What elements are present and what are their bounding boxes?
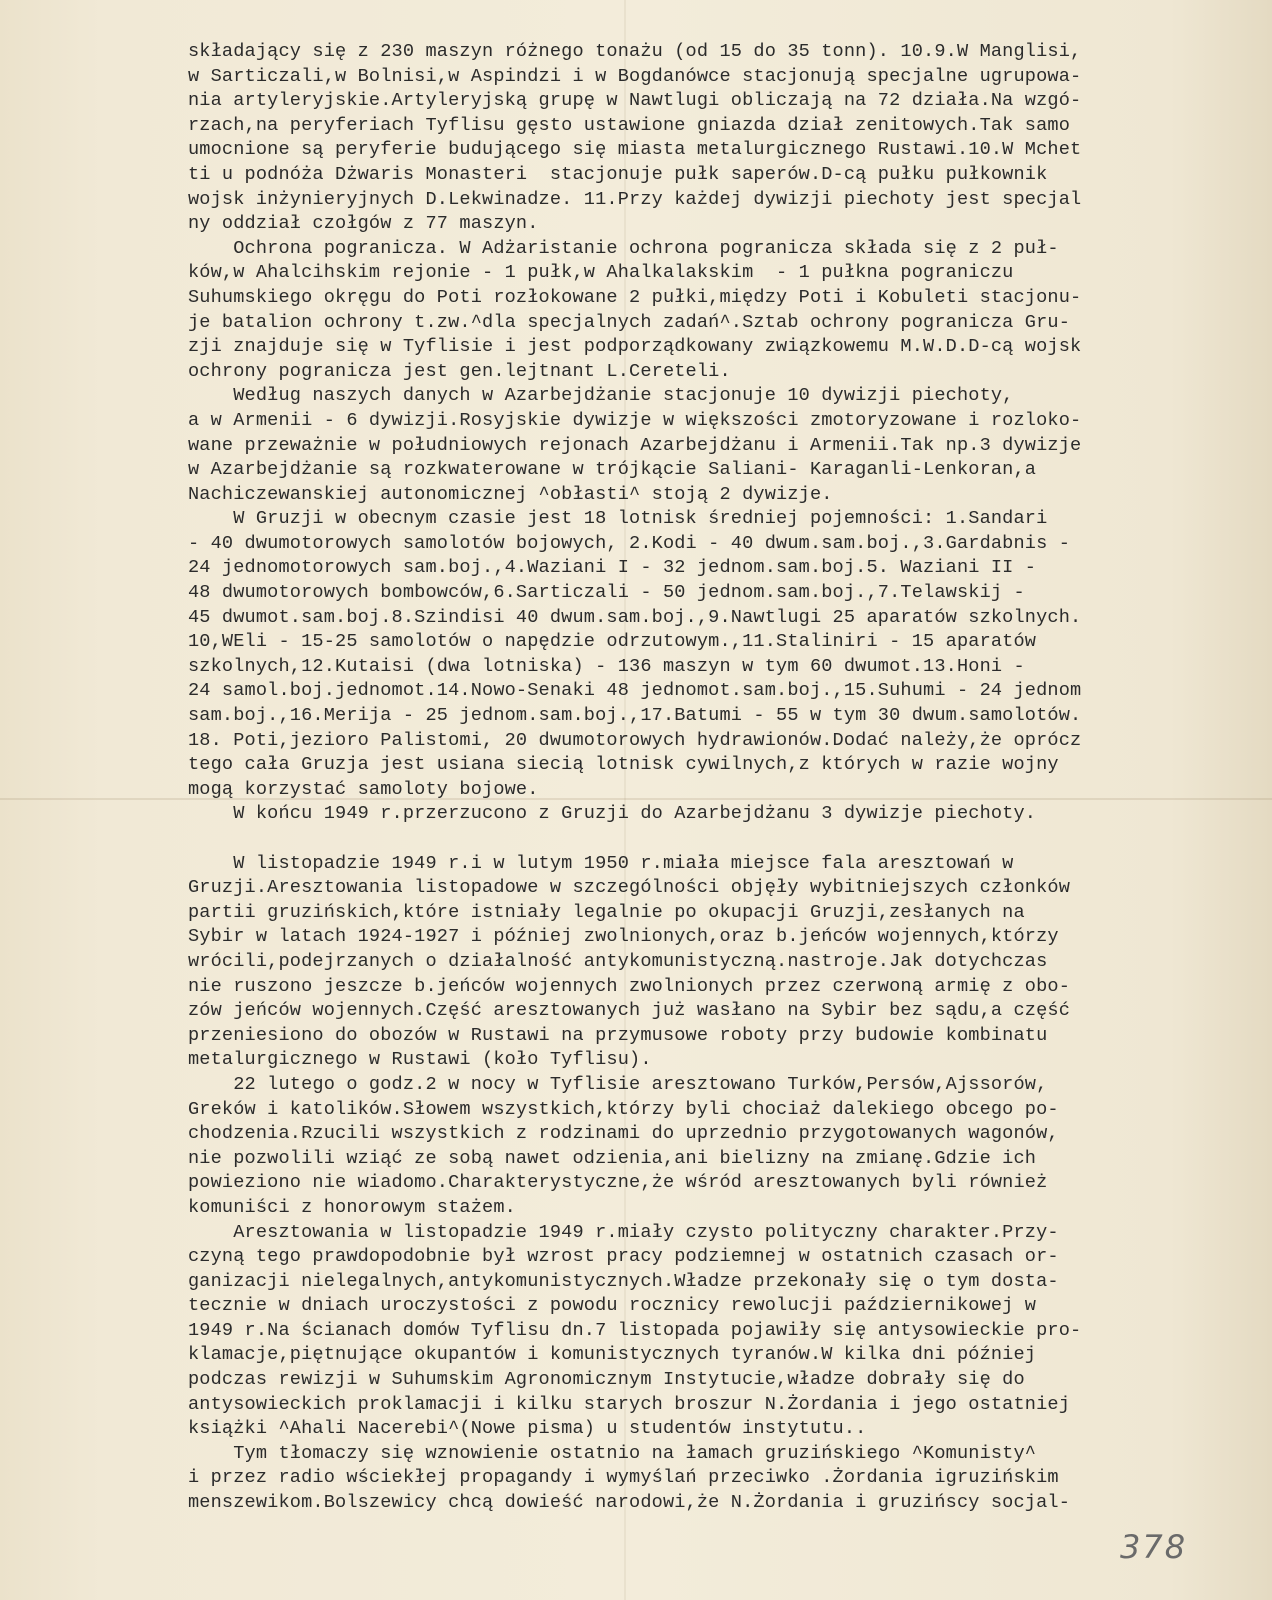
text-line <box>188 827 1222 852</box>
text-line: - 40 dwumotorowych samolotów bojowych, 2.Kodi - 40 dwum.sam.boj.,3.Gardabnis - <box>188 532 1071 554</box>
text-line: w Sarticzali,w Bolnisi,w Aspindzi i w Bogdanówce stacjonują specjalne ugrupowa- <box>188 65 1082 87</box>
text-line: Greków i katolików.Słowem wszystkich,którzy byli chociaż dalekiego obcego po- <box>188 1098 1059 1120</box>
text-line: ny oddział czołgów z 77 maszyn. <box>188 213 539 235</box>
text-line: Sybir w latach 1924-1927 i później zwolnionych,oraz b.jeńców wojennych,którzy <box>188 926 1059 948</box>
text-line: nie ruszono jeszcze b.jeńców wojennych zwolnionych przez czerwoną armię z obo- <box>188 975 1071 997</box>
text-line: umocnione są peryferie budującego się miasta metalurgicznego Rustawi.10.W Mchet <box>188 139 1082 161</box>
text-line: 22 lutego o godz.2 w nocy w Tyflisie aresztowano Turków,Persów,Ajssorów, <box>188 1073 1048 1095</box>
text-line: nia artyleryjskie.Artyleryjską grupę w Nawtlugi obliczają na 72 działa.Na wzgó- <box>188 90 1082 112</box>
text-line: sam.boj.,16.Merija - 25 jednom.sam.boj.,17.Batumi - 55 w tym 30 dwum.samolotów. <box>188 705 1082 727</box>
text-line: 24 samol.boj.jednomot.14.Nowo-Senaki 48 jednomot.sam.boj.,15.Suhumi - 24 jednom <box>188 680 1082 702</box>
text-line: podczas rewizji w Suhumskim Agronomicznym Instytucie,władze dobrały się do <box>188 1369 1025 1391</box>
text-line: W końcu 1949 r.przerzucono z Gruzji do Azarbejdżanu 3 dywizje piechoty. <box>188 803 1037 825</box>
page-number: 378 <box>1120 1528 1188 1566</box>
text-line: Gruzji.Aresztowania listopadowe w szczególności objęły wybitniejszych członków <box>188 877 1071 899</box>
text-line: powieziono nie wiadomo.Charakterystyczne,że wśród aresztowanych byli również <box>188 1172 1048 1194</box>
text-line: 45 dwumot.sam.boj.8.Szindisi 40 dwum.sam.boj.,9.Nawtlugi 25 aparatów szkolnych. <box>188 606 1082 628</box>
text-line: przeniesiono do obozów w Rustawi na przymusowe roboty przy budowie kombinatu <box>188 1024 1048 1046</box>
text-line: ków,w Ahalcihskim rejonie - 1 pułk,w Ahalkalakskim - 1 pułkna pograniczu <box>188 262 1014 284</box>
text-line: tego cała Gruzja jest usiana siecią lotnisk cywilnych,z których w razie wojny <box>188 754 1059 776</box>
text-line: 24 jednomotorowych sam.boj.,4.Waziani I - 32 jednom.sam.boj.5. Waziani II - <box>188 557 1037 579</box>
text-line: tecznie w dniach uroczystości z powodu rocznicy rewolucji październikowej w <box>188 1295 1037 1317</box>
text-line: a w Armenii - 6 dywizji.Rosyjskie dywizje w większości zmotoryzowane i rozloko- <box>188 409 1082 431</box>
text-line: chodzenia.Rzucili wszystkich z rodzinami do uprzednio przygotowanych wagonów, <box>188 1123 1059 1145</box>
text-line: Suhumskiego okręgu do Poti rozłokowane 2 pułki,między Poti i Kobuleti stacjonu- <box>188 286 1082 308</box>
text-line: i przez radio wściekłej propagandy i wymyślań przeciwko .Żordania igruzińskim <box>188 1467 1059 1489</box>
text-line: W Gruzji w obecnym czasie jest 18 lotnisk średniej pojemności: 1.Sandari <box>188 508 1048 530</box>
text-line: nie pozwolili wziąć ze sobą nawet odzienia,ani bielizny na zmianę.Gdzie ich <box>188 1147 1037 1169</box>
text-line: zji znajduje się w Tyflisie i jest podporządkowany związkowemu M.W.D.D-cą wojsk <box>188 336 1082 358</box>
text-line: 48 dwumotorowych bombowców,6.Sarticzali - 50 jednom.sam.boj.,7.Telawskij - <box>188 582 1025 604</box>
text-line: klamacje,piętnujące okupantów i komunistycznych tyranów.W kilka dni później <box>188 1344 1037 1366</box>
text-line: 10,WEli - 15-25 samolotów o napędzie odrzutowym.,11.Staliniri - 15 aparatów <box>188 631 1037 653</box>
bleed-through-left <box>0 20 200 1580</box>
text-line: W listopadzie 1949 r.i w lutym 1950 r.miała miejsce fala aresztowań w <box>188 852 1014 874</box>
text-line: antysowieckich proklamacji i kilku starych broszur N.Żordania i jego ostatniej <box>188 1393 1071 1415</box>
text-line: składający się z 230 maszyn różnego tonażu (od 15 do 35 tonn). 10.9.W Manglisi, <box>188 41 1082 62</box>
text-line: ganizacji nielegalnych,antykomunistycznych.Władze przekonały się o tym dosta- <box>188 1270 1059 1292</box>
text-line: je batalion ochrony t.zw.^dla specjalnych zadań^.Sztab ochrony pogranicza Gru- <box>188 311 1071 333</box>
text-line: w Azarbejdżanie są rozkwaterowane w trójkącie Saliani- Karaganli-Lenkoran,a <box>188 459 1037 481</box>
text-line: Ochrona pogranicza. W Adżaristanie ochrona pogranicza składa się z 2 puł- <box>188 237 1059 259</box>
text-line: szkolnych,12.Kutaisi (dwa lotniska) - 136 maszyn w tym 60 dwumot.13.Honi - <box>188 655 1025 677</box>
text-line: Aresztowania w listopadzie 1949 r.miały czysto polityczny charakter.Przy- <box>188 1221 1059 1243</box>
text-line: menszewikom.Bolszewicy chcą dowieść narodowi,że N.Żordania i gruzińscy socjal- <box>188 1492 1071 1514</box>
text-line: czyną tego prawdopodobnie był wzrost pracy podziemnej w ostatnich czasach or- <box>188 1246 1059 1268</box>
text-line: wane przeważnie w południowych rejonach Azarbejdżanu i Armenii.Tak np.3 dywizje <box>188 434 1082 456</box>
text-line: rzach,na peryferiach Tyflisu gęsto ustawione gniazda dział zenitowych.Tak samo <box>188 114 1071 136</box>
text-line: ti u podnóża Dżwaris Monasteri stacjonuje pułk saperów.D-cą pułku pułkownik <box>188 163 1048 185</box>
text-line: Według naszych danych w Azarbejdżanie stacjonuje 10 dywizji piechoty, <box>188 385 1014 407</box>
text-line: książki ^Ahali Nacerebi^(Nowe pisma) u studentów instytutu.. <box>188 1418 867 1440</box>
text-line: Nachiczewanskiej autonomicznej ^obłasti^ stoją 2 dywizje. <box>188 483 833 505</box>
text-line: Tym tłomaczy się wznowienie ostatnio na łamach gruzińskiego ^Komunisty^ <box>188 1442 1037 1464</box>
text-line: partii gruzińskich,które istniały legalnie po okupacji Gruzji,zesłanych na <box>188 901 1025 923</box>
typed-body-text <box>188 40 1222 1516</box>
text-line: wojsk inżynieryjnych D.Lekwinadze. 11.Przy każdej dywizji piechoty jest specjal <box>188 188 1082 210</box>
text-line: 18. Poti,jezioro Palistomi, 20 dwumotorowych hydrawionów.Dodać należy,że oprócz <box>188 729 1082 751</box>
text-line: wrócili,podejrzanych o działalność antykomunistyczną.nastroje.Jak dotychczas <box>188 950 1048 972</box>
text-line: ochrony pogranicza jest gen.lejtnant L.Cereteli. <box>188 360 731 382</box>
text-line: 1949 r.Na ścianach domów Tyflisu dn.7 listopada pojawiły się antysowieckie pro- <box>188 1319 1082 1341</box>
text-line: metalurgicznego w Rustawi (koło Tyflisu). <box>188 1049 652 1071</box>
text-line: zów jeńców wojennych.Część aresztowanych już wasłano na Sybir bez sądu,a część <box>188 1000 1071 1022</box>
text-line: komuniści z honorowym stażem. <box>188 1196 516 1218</box>
text-line: mogą korzystać samoloty bojowe. <box>188 778 539 800</box>
